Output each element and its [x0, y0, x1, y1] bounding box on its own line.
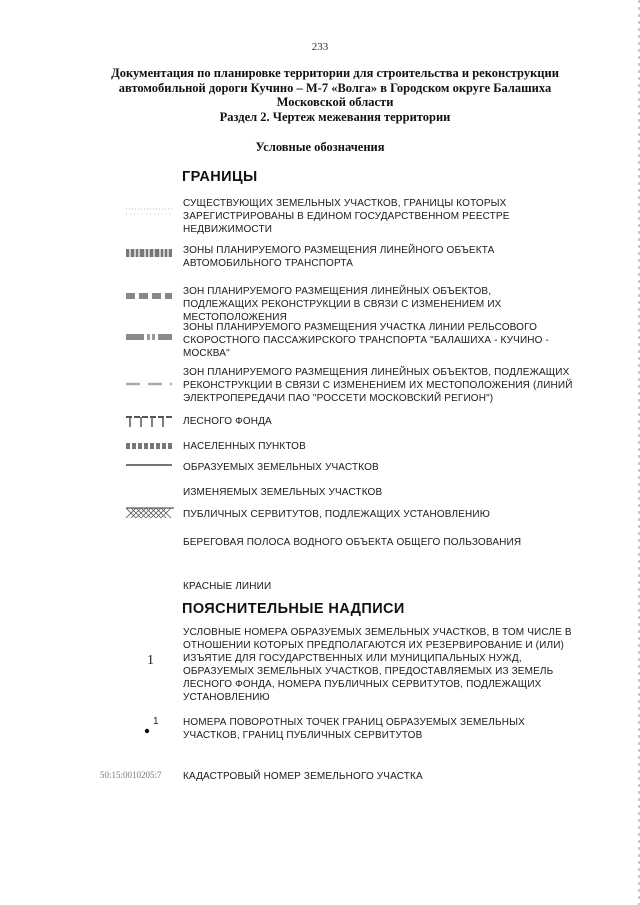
legend-item-settlements: НАСЕЛЕННЫХ ПУНКТОВ: [183, 441, 306, 452]
legend-item-registered-plots: СУЩЕСТВУЮЩИХ ЗЕМЕЛЬНЫХ УЧАСТКОВ, ГРАНИЦЫ КОТОРЫХ ЗАРЕГИСТРИРОВАНЫ В ЕДИНОМ ГОСУДАРСТВЕННОМ РЕЕСТРЕ НЕДВИЖИМОСТИ: [183, 198, 510, 235]
legend-item-public-servitudes: ПУБЛИЧНЫХ СЕРВИТУТОВ, ПОДЛЕЖАЩИХ УСТАНОВЛЕНИЮ: [183, 509, 490, 520]
title-line-3: Московской области: [276, 95, 394, 109]
dotted-gray-line-icon: [124, 205, 174, 219]
title-line-4: Раздел 2. Чертеж межевания территории: [219, 109, 451, 124]
legend-item-reconstruction-zone: ЗОН ПЛАНИРУЕМОГО РАЗМЕЩЕНИЯ ЛИНЕЙНЫХ ОБЪЕКТОВ, ПОДЛЕЖАЩИХ РЕКОНСТРУКЦИИ В СВЯЗИ С ИЗМЕНЕНИЕМ ИХ МЕСТОПОЛОЖЕНИЯ: [183, 286, 502, 323]
legend-item-forest-fund: ЛЕСНОГО ФОНДА: [183, 416, 272, 427]
settlement-dash-line-icon: [124, 441, 174, 451]
turning-point-number-sample: 1: [153, 716, 159, 727]
legend-note-plot-numbers: УСЛОВНЫЕ НОМЕРА ОБРАЗУЕМЫХ ЗЕМЕЛЬНЫХ УЧАСТКОВ, В ТОМ ЧИСЛЕ В ОТНОШЕНИИ КОТОРЫХ ПРЕДПОЛАГАЮТСЯ ИХ РЕЗЕРВИРОВАНИЕ И (ИЛИ) ИЗЪЯТИЕ ДЛЯ ГОСУДАРСТВЕННЫХ ИЛИ МУНИЦИПАЛЬНЫХ НУЖД, ОБРАЗУЕМЫХ ЗЕМЕЛЬНЫХ УЧАСТКОВ, ПРЕДОСТАВЛЯЕМЫХ ИЗ ЗЕМЕЛЬ ЛЕСНОГО ФОНДА, НОМЕРА ПУБЛИЧНЫХ СЕРВИТУТОВ, ПОДЛЕЖАЩИХ УСТАНОВЛЕНИЮ: [183, 627, 572, 703]
title-line-1: Документация по планировке территории для строительства и реконструкции: [111, 66, 559, 80]
crosshatch-line-icon: [124, 506, 176, 520]
solid-line-icon: [124, 462, 174, 468]
legend-item-red-lines: КРАСНЫЕ ЛИНИИ: [183, 581, 272, 592]
plot-number-sample: 1: [147, 653, 154, 668]
legend-item-formed-plots: ОБРАЗУЕМЫХ ЗЕМЕЛЬНЫХ УЧАСТКОВ: [183, 462, 379, 473]
mixed-dash-line-icon: [124, 332, 174, 342]
cadastral-number-sample: 50:15:0010205:7: [100, 770, 162, 780]
legend-item-power-lines-zone: ЗОН ПЛАНИРУЕМОГО РАЗМЕЩЕНИЯ ЛИНЕЙНЫХ ОБЪЕКТОВ, ПОДЛЕЖАЩИХ РЕКОНСТРУКЦИИ В СВЯЗИ С ИЗМЕНЕНИЕМ ИХ МЕСТОПОЛОЖЕНИЯ (ЛИНИЙ ЭЛЕКТРОПЕРЕДАЧИ ПАО "РОССЕТИ МОСКОВСКИЙ РЕГИОН"): [183, 367, 573, 404]
thick-dashed-line-icon: [124, 291, 174, 301]
legend-subtitle: Условные обозначения: [255, 140, 385, 154]
dense-dashed-line-icon: [124, 248, 174, 258]
legend-note-cadastral-number: КАДАСТРОВЫЙ НОМЕР ЗЕМЕЛЬНОГО УЧАСТКА: [183, 771, 423, 782]
legend-item-rail-zone: ЗОНЫ ПЛАНИРУЕМОГО РАЗМЕЩЕНИЯ УЧАСТКА ЛИНИИ РЕЛЬСОВОГО СКОРОСТНОГО ПАССАЖИРСКОГО ТРАНСПОРТА "БАЛАШИХА - КУЧИНО - МОСКВА": [183, 322, 550, 359]
light-dashed-line-icon: [124, 380, 174, 388]
document-title: [92, 66, 578, 124]
title-line-2: автомобильной дороги Кучино – М-7 «Волга» в Городском округе Балашиха: [118, 80, 552, 95]
legend-note-turning-points: НОМЕРА ПОВОРОТНЫХ ТОЧЕК ГРАНИЦ ОБРАЗУЕМЫХ ЗЕМЕЛЬНЫХ УЧАСТКОВ, ГРАНИЦ ПУБЛИЧНЫХ СЕРВИТУТОВ: [183, 717, 525, 741]
forest-tick-line-icon: [124, 414, 174, 428]
legend-item-water-shore: БЕРЕГОВАЯ ПОЛОСА ВОДНОГО ОБЪЕКТА ОБЩЕГО ПОЛЬЗОВАНИЯ: [183, 537, 522, 548]
turning-point-dot-icon: [143, 727, 151, 735]
borders-heading: ГРАНИЦЫ: [182, 169, 258, 185]
legend-item-road-zone: ЗОНЫ ПЛАНИРУЕМОГО РАЗМЕЩЕНИЯ ЛИНЕЙНОГО ОБЪЕКТА АВТОМОБИЛЬНОГО ТРАНСПОРТА: [183, 245, 495, 269]
legend-item-changed-plots: ИЗМЕНЯЕМЫХ ЗЕМЕЛЬНЫХ УЧАСТКОВ: [183, 487, 383, 498]
notes-heading: ПОЯСНИТЕЛЬНЫЕ НАДПИСИ: [182, 601, 405, 617]
page-number: 233: [311, 41, 329, 53]
